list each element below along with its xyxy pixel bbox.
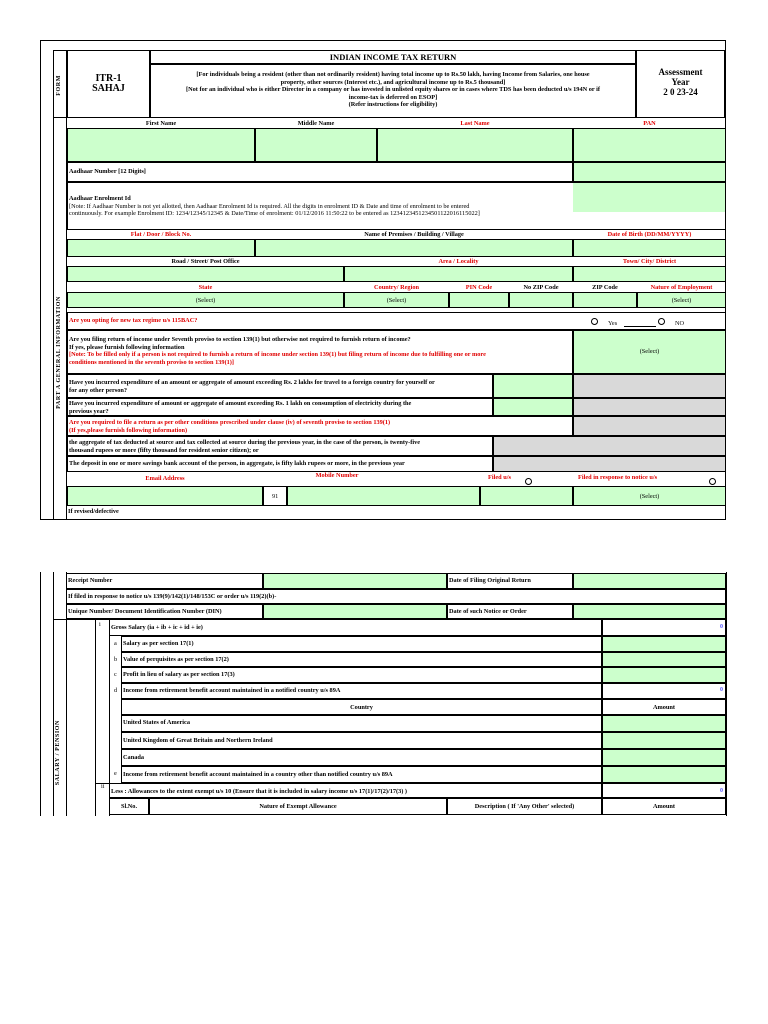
amount-header: Amount <box>652 704 676 711</box>
salary-17-1-label: Salary as per section 17(1) <box>123 640 194 647</box>
ay-label-1: Assessment <box>658 67 703 77</box>
part-a-side-cell <box>53 118 67 520</box>
eligibility-line-1: [For individuals being a resident (other than not ordinarily resident) having total income up to Rs.50 lakh, having Income from Salaries, one house <box>196 71 590 78</box>
less-allowances-cell <box>109 783 602 798</box>
filed-notice-value: (Select) <box>639 493 660 500</box>
form-subname: SAHAJ <box>92 83 125 94</box>
profit-lieu-input[interactable] <box>602 667 726 683</box>
form-vertical-label: FORM <box>56 75 62 96</box>
salary-17-1-cell <box>121 636 602 652</box>
country-row <box>121 749 602 766</box>
less-allowances-label: Less : Allowances to the extent exempt u/s 10 (Ensure that it is included in salary income u/s 17(1)/17(2)/17(3) ) <box>111 788 407 795</box>
email-label: Email Address <box>145 475 185 482</box>
state-label: State <box>198 284 213 291</box>
nature-employment-label: Nature of Employment <box>650 284 713 291</box>
seventh-proviso-select[interactable] <box>573 330 726 374</box>
nature-header: Nature of Exempt Allowance <box>259 803 337 810</box>
enrolment-note-1: [Note: If Aadhaar Number is not yet allotted, then Aadhaar Enrolment Id is required. All the digits in enrolment ID & Date and time of enrolment to be entered <box>69 202 470 210</box>
country-select[interactable] <box>344 292 449 308</box>
mobile-label: Mobile Number <box>315 472 359 479</box>
din-input[interactable] <box>263 604 447 619</box>
country-name: United States of America <box>123 719 190 726</box>
other-country-input[interactable] <box>602 766 726 783</box>
filed-notice-radio[interactable] <box>709 478 716 485</box>
slno-header: Sl.No. <box>120 803 138 810</box>
pan-input[interactable] <box>573 128 726 162</box>
nature-employment-select[interactable] <box>637 292 726 308</box>
deposit-disabled <box>493 456 726 472</box>
country-row <box>121 715 602 732</box>
email-input[interactable] <box>67 486 263 506</box>
receipt-input[interactable] <box>263 573 447 589</box>
tds-line-1: the aggregate of tax deducted at source and tax collected at source during the previous year, in the case of the person, is twenty-five <box>69 439 421 446</box>
filed-notice-label: Filed in response to notice u/s <box>578 474 658 481</box>
ay-value: 2 0 23-24 <box>663 87 698 97</box>
middle-name-label: Middle Name <box>297 120 335 127</box>
form-label-cell <box>53 50 67 118</box>
date-notice-label: Date of such Notice or Order <box>449 608 527 615</box>
ay-label-2: Year <box>671 77 690 87</box>
premises-label: Name of Premises / Building / Village <box>364 231 464 238</box>
eligibility-line-5: (Refer instructions for eligibility) <box>348 101 438 108</box>
eligibility-cell <box>150 64 636 118</box>
other-conditions-disabled <box>573 416 726 436</box>
index-d: d <box>114 687 118 694</box>
less-allowances-value <box>602 783 726 798</box>
deposit-cell <box>67 456 493 472</box>
other-country-label: Income from retirement benefit account maintained in a country other than notified country u/s 89A <box>123 771 393 778</box>
state-select[interactable] <box>67 292 344 308</box>
profit-lieu-label: Profit in lieu of salary as per section 17(3) <box>123 671 235 678</box>
country-label: Country/ Region <box>374 284 419 291</box>
flat-input[interactable] <box>67 239 255 257</box>
filed-us-radio[interactable] <box>525 478 532 485</box>
perquisites-input[interactable] <box>602 652 726 667</box>
area-label: Area / Locality <box>438 258 479 265</box>
notified-country-label: Income from retirement benefit account maintained in a notified country u/s 89A <box>123 687 341 694</box>
electricity-cell <box>67 398 493 416</box>
notified-country-cell <box>121 683 602 699</box>
dob-input[interactable] <box>573 239 726 257</box>
travel-disabled <box>573 374 726 398</box>
assessment-year-cell <box>636 50 725 118</box>
premises-input[interactable] <box>255 239 573 257</box>
salary-side-cell <box>53 619 66 816</box>
salary-17-1-input[interactable] <box>602 636 726 652</box>
aadhaar-label: Aadhaar Number [12 Digits] <box>69 168 146 175</box>
part-a-side-label: PART A GENERAL INFORMATION <box>56 296 62 409</box>
last-name-input[interactable] <box>377 128 573 162</box>
index-c: c <box>114 671 117 678</box>
seventh-proviso-cell <box>67 330 573 374</box>
gross-salary-zero: 0 <box>720 624 723 630</box>
deposit-question: The deposit in one or more savings bank account of the person, in aggregate, is fifty lakh rupees or more, in the previous year <box>69 460 405 467</box>
receipt-label-cell <box>66 573 263 589</box>
pin-input[interactable] <box>449 292 509 308</box>
title-cell <box>150 50 636 64</box>
country-amount-input[interactable] <box>602 749 726 766</box>
gross-salary-value <box>602 619 726 636</box>
revised-row <box>67 506 726 520</box>
new-regime-yes-label: Yes <box>608 320 618 327</box>
seventh-note-1: [Note: To be filled only if a person is not required to furnish a return of income under section 139(1) but filing return of income due to fulfilling one or more <box>69 351 486 358</box>
description-header-cell <box>447 798 602 815</box>
eligibility-line-3: [Not for an individual who is either Director in a company or has invested in unlisted equity shares or in cases where TDS has been deducted u/s 194N or if <box>186 86 600 93</box>
country-select-value: (Select) <box>386 297 407 304</box>
eligibility-line-2: property, other sources (Interest etc.), and agricultural income up to Rs.5 thousand] <box>280 78 506 86</box>
new-regime-question: Are you opting for new tax regime u/s 115BAC? <box>69 317 198 324</box>
filed-us-select[interactable] <box>480 486 573 506</box>
new-regime-no-label: NO <box>675 320 685 327</box>
area-input[interactable] <box>344 266 573 282</box>
salary-side-label: SALARY / PENSION <box>55 720 61 786</box>
enrolment-title: Aadhaar Enrolment Id <box>69 195 131 202</box>
electricity-disabled <box>573 398 726 416</box>
amount-header-cell <box>602 699 726 715</box>
town-label: Town/ City/ District <box>622 258 677 265</box>
country-name: Canada <box>123 754 144 761</box>
middle-name-input[interactable] <box>255 128 377 162</box>
tds-cell <box>67 436 493 456</box>
description-header: Description ( If 'Any Other' selected) <box>474 803 575 810</box>
filed-us-label: Filed u/s <box>488 474 511 481</box>
din-label: Unique Number/ Document Identification Number (DIN) <box>68 608 222 615</box>
date-original-cell <box>447 573 573 589</box>
notified-country-zero: 0 <box>720 687 723 693</box>
other-conditions-cell <box>67 416 573 436</box>
index-a: a <box>114 640 117 647</box>
enrolment-note-2: continuously. For example Enrolment ID: 1234/12345/12345 & Date/Time of enrolment: 01/12/2016 11:50:22 to be entered as 1234123451234501122016115022] <box>69 210 480 217</box>
electricity-line-2: previous year? <box>69 407 109 415</box>
new-regime-row <box>67 312 726 330</box>
aadhaar-label-cell <box>67 162 573 182</box>
travel-line-2: for any other person? <box>69 386 128 394</box>
mobile-input[interactable] <box>287 486 480 506</box>
tds-disabled <box>493 436 726 456</box>
amount-col-header-cell <box>602 798 726 815</box>
date-notice-input[interactable] <box>573 604 726 619</box>
new-regime-yes-radio[interactable] <box>591 318 598 325</box>
zip-label: ZIP Code <box>592 284 618 291</box>
first-name-label: First Name <box>145 120 177 127</box>
profit-lieu-cell <box>121 667 602 683</box>
date-notice-cell <box>447 604 573 619</box>
road-label: Road / Street/ Post Office <box>171 258 240 265</box>
no-zip-label: No ZIP Code <box>523 284 559 291</box>
form-title: INDIAN INCOME TAX RETURN <box>329 52 457 62</box>
pin-label: PIN Code <box>465 284 493 291</box>
country-header: Country <box>350 704 373 711</box>
tds-line-2: thousand rupees or more (fifty thousand for resident senior citizen); or <box>69 446 259 454</box>
travel-amount[interactable] <box>493 374 573 398</box>
index-e: e <box>114 770 117 777</box>
travel-cell <box>67 374 493 398</box>
index-b: b <box>114 656 118 663</box>
road-input[interactable] <box>67 266 344 282</box>
seventh-proviso-value: (Select) <box>639 348 660 355</box>
perquisites-label: Value of perquisites as per section 17(2) <box>123 656 229 663</box>
country-code <box>263 486 287 506</box>
filed-notice-select[interactable] <box>573 486 726 506</box>
enrolment-input[interactable] <box>573 183 725 212</box>
country-amount-input[interactable] <box>602 715 726 732</box>
eligibility-line-4: income-tax is deferred on ESOP] <box>348 93 438 101</box>
form-name-cell <box>67 50 150 118</box>
nature-employment-value: (Select) <box>671 297 692 304</box>
zip-input[interactable] <box>573 292 637 308</box>
country-amount-input[interactable] <box>602 732 726 749</box>
travel-line-1: Have you incurred expenditure of an amount or aggregate of amount exceeding Rs. 2 lakhs for travel to a foreign country for yourself or <box>69 379 435 386</box>
other-country-cell <box>121 766 602 783</box>
notified-country-value <box>602 683 726 699</box>
date-original-input[interactable] <box>573 573 726 589</box>
notice-row <box>66 589 726 604</box>
perquisites-cell <box>121 652 602 667</box>
less-allowances-zero: 0 <box>720 788 723 794</box>
first-name-input[interactable] <box>67 128 255 162</box>
pan-label: PAN <box>643 120 656 127</box>
town-input[interactable] <box>573 266 726 282</box>
no-zip-checkbox[interactable] <box>509 292 573 308</box>
index-ii: ii <box>101 783 105 790</box>
country-row <box>121 732 602 749</box>
amount-col-header: Amount <box>652 803 676 810</box>
index-i: i <box>99 621 101 628</box>
other-conditions-line-2: (If yes,please furnish following information) <box>69 426 188 434</box>
din-label-cell <box>66 604 263 619</box>
dob-label: Date of Birth (DD/MM/YYYY) <box>607 231 692 238</box>
seventh-note-2: conditions mentioned in the seventh proviso to section 139(1)] <box>69 358 235 366</box>
electricity-amount[interactable] <box>493 398 573 416</box>
electricity-line-1: Have you incurred expenditure of amount or aggregate of amount exceeding Rs. 1 lakh on consumption of electricity during the <box>69 400 412 407</box>
date-original-label: Date of Filing Original Return <box>449 577 531 584</box>
seventh-q1: Are you filing return of income under Seventh proviso to section 139(1) but otherwise not required to furnish return of income? <box>69 336 411 343</box>
country-name: United Kingdom of Great Britain and Northern Ireland <box>123 737 273 744</box>
last-name-label: Last Name <box>460 120 490 127</box>
receipt-label: Receipt Number <box>68 577 113 584</box>
slno-header-cell <box>109 798 149 815</box>
gross-salary-label: Gross Salary (ia + ib + ic + id + ie) <box>111 624 203 631</box>
new-regime-no-radio[interactable] <box>658 318 665 325</box>
other-conditions-line-1: Are you required to file a return as per other conditions prescribed under clause (iv) of seventh proviso to section 139(1) <box>69 419 391 426</box>
aadhaar-input[interactable] <box>573 162 726 182</box>
form-name: ITR-1 <box>95 73 122 84</box>
flat-label: Flat / Door / Block No. <box>130 231 192 238</box>
seventh-q2: If yes, please furnish following information <box>69 343 185 351</box>
gross-salary-cell <box>109 619 602 636</box>
country-header-cell <box>121 699 602 715</box>
nature-header-cell <box>149 798 447 815</box>
revised-label: If revised/defective <box>68 508 119 515</box>
country-code-value: 91 <box>272 493 279 500</box>
notice-label: If filed in response to notice u/s 139(9)/142(1)/148/153C or order u/s 119(2)(b)- <box>68 593 277 600</box>
state-select-value: (Select) <box>195 297 216 304</box>
